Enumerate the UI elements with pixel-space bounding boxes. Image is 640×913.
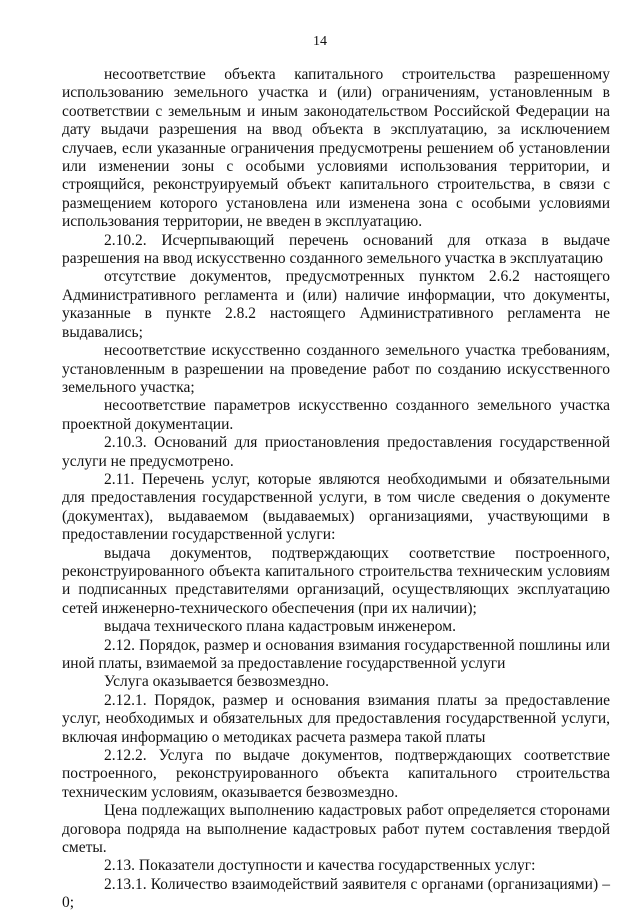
paragraph: 2.13. Показатели доступности и качества государственных услуг: (104, 857, 536, 875)
paragraph: 2.13.1. Количество взаимодействий заявителя с органами (организациями) – 0; (62, 875, 610, 912)
paragraph: 2.12. Порядок, размер и основания взимания государственной пошлины или иной платы, взимаемой за предоставление государственной услуги (62, 636, 610, 672)
paragraph: 2.12.2. Услуга по выдаче документов, подтверждающих соответствие построенного, реконструированного объекта капитального строительства техническим условиям, оказывается безвозмездно. (62, 747, 610, 801)
paragraph: 2.10.3. Оснований для приостановления предоставления государственной услуги не предусмотрено. (62, 434, 610, 470)
paragraph: несоответствие искусственно созданного земельного участка требованиям, установленным в разрешении на проведение работ по созданию искусственного земельного участка; (62, 342, 610, 396)
document-body (62, 66, 610, 913)
paragraph: Цена подлежащих выполнению кадастровых работ определяется сторонами договора подряда на выполнение кадастровых работ путем составления твердой сметы. (62, 802, 610, 857)
paragraph: выдача документов, подтверждающих соответствие построенного, реконструированного объекта капитального строительства техническим условиям и подписанных представителями организаций, осуществляющих эксплуатацию сетей инженерно-технического обеспечения (при их наличии); (62, 544, 610, 617)
paragraph: выдача технического плана кадастровым инженером. (104, 618, 456, 636)
paragraph: 2.10.2. Исчерпывающий перечень оснований для отказа в выдаче разрешения на ввод искусственно созданного земельного участка в эксплуатацию (62, 231, 610, 268)
paragraph: отсутствие документов, предусмотренных пунктом 2.6.2 настоящего Административного регламента и (или) наличие информации, что документы, указанные в пункте 2.8.2 настоящего Административного регламента не выдавались; (62, 268, 610, 341)
paragraph: 2.12.1. Порядок, размер и основания взимания платы за предоставление услуг, необходимых и обязательных для предоставления государственной услуги, включая информацию о методиках расчета размера такой платы (62, 691, 610, 746)
paragraph: несоответствие параметров искусственно созданного земельного участка проектной документации. (62, 397, 610, 433)
page-number: 14 (313, 34, 327, 49)
paragraph: Услуга оказывается безвозмездно. (104, 673, 330, 691)
paragraph: несоответствие объекта капитального строительства разрешенному использованию земельного участка и (или) ограничениям, установленным в соответствии с земельным и иным законодательством Российской Федерации на дату выдачи разрешения на ввод объекта в эксплуатацию, за исключением случаев, если указанные ограничения предусмотрены решением об установлении или изменении зоны с особыми условиями использования территории, и строящийся, реконструируемый объект капитального строительства, в связи с размещением которого установлена или изменена зона с особыми условиями использования территории, не введен в эксплуатацию. (62, 66, 610, 231)
paragraph: 2.11. Перечень услуг, которые являются необходимыми и обязательными для предоставления государственной услуги, в том числе сведения о документе (документах), выдаваемом (выдаваемых) организациями, участвующими в предоставлении государственной услуги: (62, 470, 610, 544)
